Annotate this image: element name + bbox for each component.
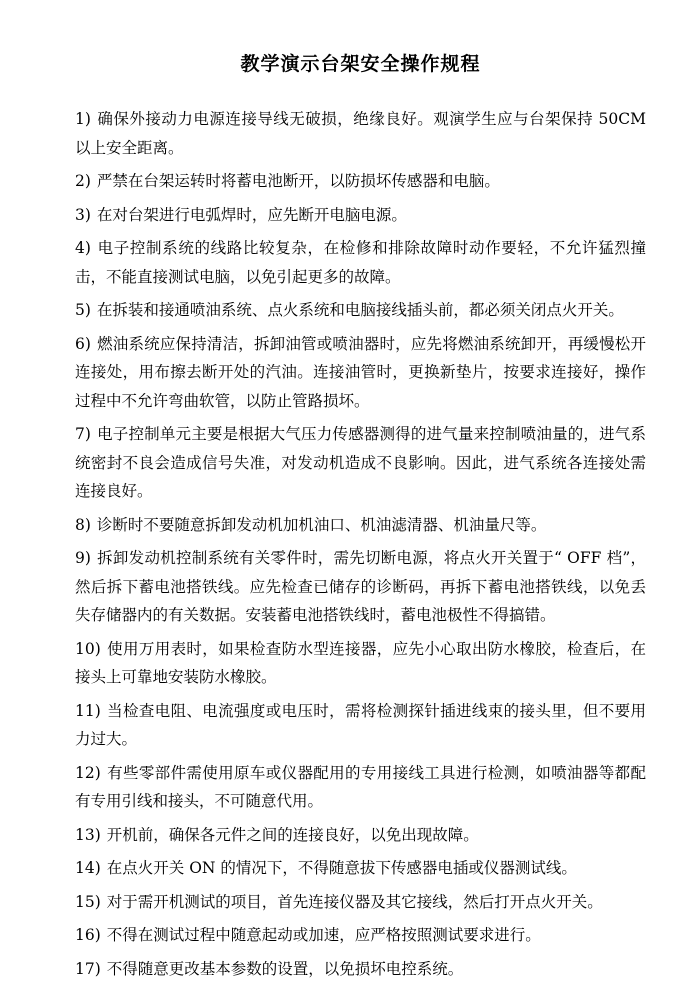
rule-text: 使用万用表时，如果检查防水型连接器，应先小心取出防水橡胶，检查后，在接头上可靠地安装防水橡胶。 [75, 639, 646, 686]
rule-text: 不得随意更改基本参数的设置，以免损坏电控系统。 [106, 959, 464, 978]
rule-number: 12) [75, 763, 101, 782]
rule-number: 14) [75, 859, 101, 877]
rule-item [75, 234, 646, 291]
rules-list [75, 105, 646, 983]
rule-number: 16) [75, 926, 101, 944]
rule-item [75, 544, 646, 630]
rule-text: 严禁在台架运转时将蓄电池断开，以防损坏传感器和电脑。 [96, 172, 500, 190]
rule-text: 开机前，确保各元件之间的连接良好，以免出现故障。 [106, 825, 479, 844]
rule-text: 当检查电阻、电流强度或电压时，需将检测探针插进线束的接头里，但不要用力过大。 [75, 701, 646, 748]
rule-text: 燃油系统应保持清洁，拆卸油管或喷油器时，应先将燃油系统卸开，再缓慢松开连接处，用布擦去断开处的汽油。连接油管时，更换新垫片，按要求连接好，操作过程中不允许弯曲软管，以防止管路损坏。 [75, 334, 646, 410]
rule-item [75, 697, 646, 754]
rule-text: 在对台架进行电弧焊时，应先断开电脑电源。 [96, 205, 407, 224]
rule-text: 拆卸发动机控制系统有关零件时，需先切断电源，将点火开关置于“ OFF 档”，然后拆下蓄电池搭铁线。应先检查已储存的诊断码，再拆下蓄电池搭铁线，以免丢失存储器内的有关数据。安装蓄电池搭铁线时，蓄电池极性不得搞错。 [75, 549, 646, 624]
rule-number: 3) [75, 205, 91, 224]
rule-item [75, 420, 646, 506]
rule-item [75, 201, 646, 230]
document-title: 教学演示台架安全操作规程 [240, 53, 481, 75]
rule-text: 诊断时不要随意拆卸发动机加机油口、机油滤清器、机油量尺等。 [96, 515, 547, 534]
rule-text: 电子控制系统的线路比较复杂，在检修和排除故障时动作要轻，不允许猛烈撞击，不能直接测试电脑，以免引起更多的故障。 [75, 239, 646, 286]
rule-number: 6) [75, 334, 91, 353]
rule-number: 15) [75, 892, 101, 911]
rule-text: 在点火开关 ON 的情况下，不得随意拔下传感器电插或仪器测试线。 [106, 859, 577, 877]
rule-number: 5) [75, 301, 91, 319]
rule-number: 7) [75, 425, 91, 443]
rule-number: 17) [75, 959, 101, 978]
rule-item [75, 511, 646, 540]
rule-number: 9) [75, 549, 91, 567]
rule-item [75, 821, 646, 850]
rule-item [75, 105, 646, 162]
rule-text: 电子控制单元主要是根据大气压力传感器测得的进气量来控制喷油量的，进气系统密封不良会造成信号失准，对发动机造成不良影响。因此，进气系统各连接处需连接良好。 [75, 425, 646, 500]
rule-number: 4) [75, 239, 91, 257]
rule-number: 13) [75, 825, 101, 844]
rule-number: 11) [75, 701, 101, 720]
rule-item [75, 955, 646, 984]
rule-text: 在拆装和接通喷油系统、点火系统和电脑接线插头前，都必须关闭点火开关。 [96, 301, 624, 319]
rule-number: 8) [75, 515, 91, 534]
rule-item [75, 759, 646, 816]
rule-number: 1) [75, 110, 91, 128]
rule-item [75, 167, 646, 196]
rule-item [75, 921, 646, 950]
rule-number: 2) [75, 172, 91, 190]
rule-number: 10) [75, 639, 101, 658]
rule-item [75, 330, 646, 416]
rule-text: 有些零部件需使用原车或仪器配用的专用接线工具进行检测，如喷油器等都配有专用引线和接头，不可随意代用。 [75, 763, 646, 810]
rule-item [75, 635, 646, 692]
rule-item [75, 854, 646, 883]
rule-text: 确保外接动力电源连接导线无破损，绝缘良好。观演学生应与台架保持 50CM 以上安全距离。 [75, 110, 646, 157]
rule-text: 对于需开机测试的项目，首先连接仪器及其它接线，然后打开点火开关。 [106, 892, 603, 911]
rule-item [75, 888, 646, 917]
rule-item [75, 296, 646, 325]
rule-text: 不得在测试过程中随意起动或加速，应严格按照测试要求进行。 [106, 926, 541, 944]
